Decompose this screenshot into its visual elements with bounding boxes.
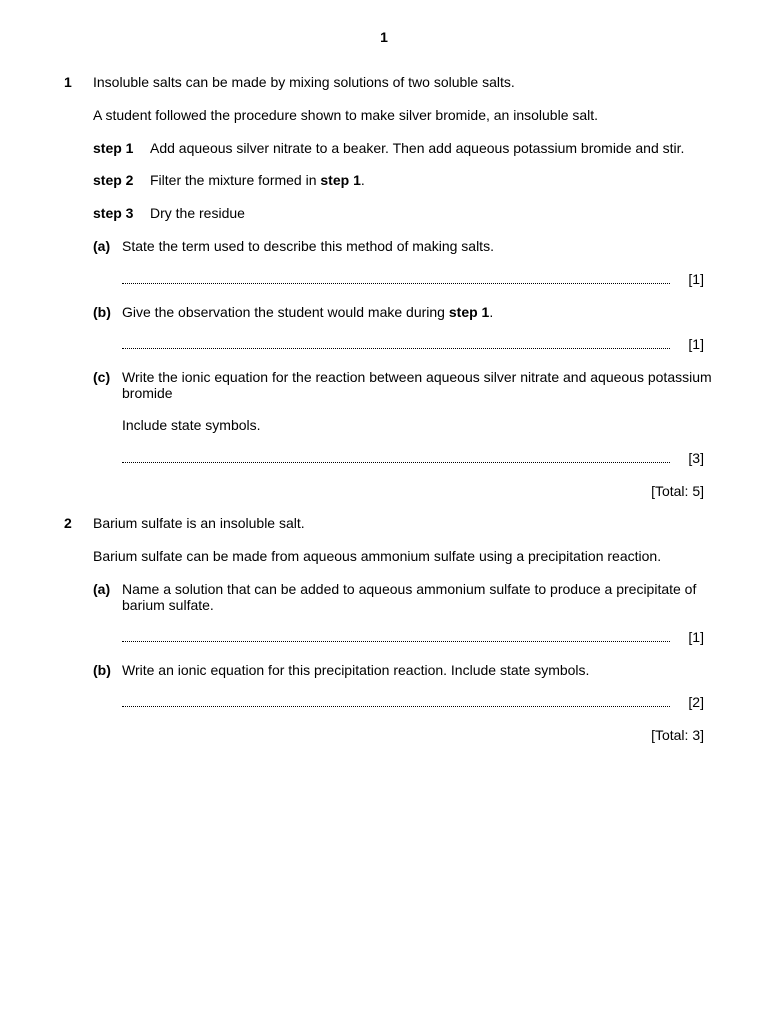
step-1-text: Add aqueous silver nitrate to a beaker. Then add aqueous potassium bromide and stir.	[150, 140, 685, 156]
question-2-number: 2	[64, 515, 72, 531]
q2-part-a-answer-line[interactable]	[122, 631, 670, 642]
q1-part-c-text2: Include state symbols.	[122, 417, 261, 433]
page-number: 1	[380, 29, 388, 45]
step-2-label: step 2	[93, 172, 134, 188]
q2-part-a-label: (a)	[93, 581, 111, 597]
q1-part-b-marks: [1]	[688, 336, 704, 352]
q2-total: [Total: 3]	[651, 727, 704, 743]
q1-part-a-marks: [1]	[688, 271, 704, 287]
q1-part-a-answer-line[interactable]	[122, 273, 670, 284]
question-2-intro: Barium sulfate is an insoluble salt.	[93, 515, 305, 531]
q2-part-a-text: Name a solution that can be added to aqueous ammonium sulfate to produce a precipitate of barium sulfate.	[122, 581, 697, 613]
q1-part-a-text: State the term used to describe this method of making salts.	[122, 238, 494, 254]
q1-part-c-marks: [3]	[688, 450, 704, 466]
q2-part-b-text: Write an ionic equation for this precipitation reaction. Include state symbols.	[122, 662, 590, 678]
question-2-intro2: Barium sulfate can be made from aqueous ammonium sulfate using a precipitation reaction.	[93, 548, 662, 564]
q1-part-b-text: Give the observation the student would make during step 1.	[122, 304, 494, 320]
q2-part-b-answer-line[interactable]	[122, 696, 670, 707]
q1-part-b-label: (b)	[93, 304, 111, 320]
question-1-number: 1	[64, 74, 72, 90]
step-1-label: step 1	[93, 140, 134, 156]
q1-part-a-label: (a)	[93, 238, 111, 254]
step-3-label: step 3	[93, 205, 134, 221]
q1-part-c-answer-line[interactable]	[122, 452, 670, 463]
question-1-intro: Insoluble salts can be made by mixing solutions of two soluble salts.	[93, 74, 515, 90]
question-1-procedure-intro: A student followed the procedure shown to make silver bromide, an insoluble salt.	[93, 107, 599, 123]
q1-total: [Total: 5]	[651, 483, 704, 499]
step-2-text: Filter the mixture formed in step 1.	[150, 172, 365, 188]
q1-part-c-text: Write the ionic equation for the reaction between aqueous silver nitrate and aqueous potassium bromide	[122, 369, 712, 401]
q1-part-b-answer-line[interactable]	[122, 338, 670, 349]
q1-part-c-label: (c)	[93, 369, 111, 385]
q2-part-b-marks: [2]	[688, 694, 704, 710]
q2-part-a-marks: [1]	[688, 629, 704, 645]
q2-part-b-label: (b)	[93, 662, 111, 678]
step-3-text: Dry the residue	[150, 205, 245, 221]
